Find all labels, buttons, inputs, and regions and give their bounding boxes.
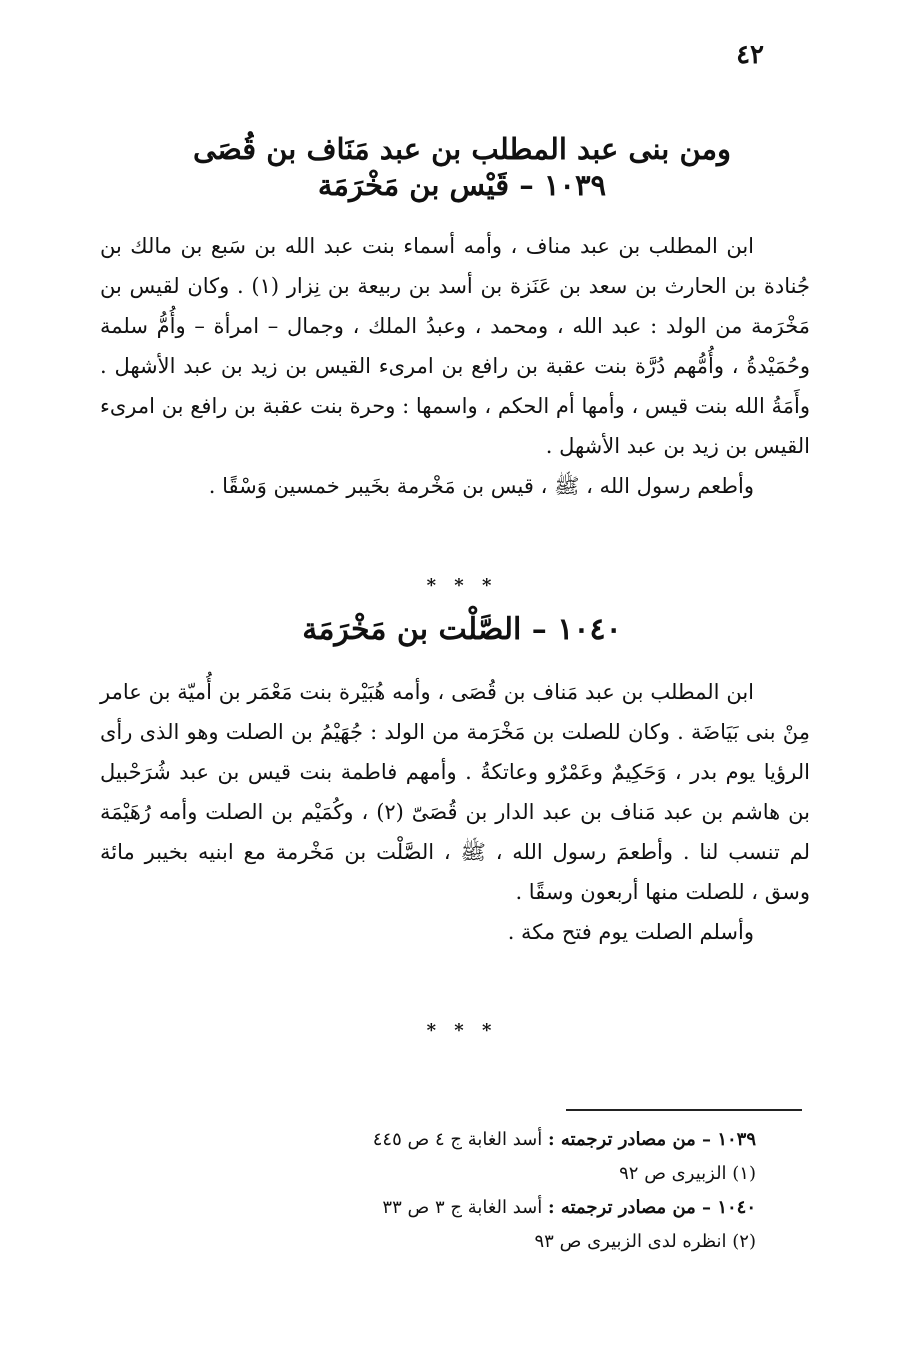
footnote-2 — [373, 1225, 756, 1259]
entry-heading-1040: ١٠٤٠ – الصَّلْت بن مَخْرَمَة — [302, 612, 622, 647]
entry-paragraph: ابن المطلب بن عبد مَناف بن قُصَى ، وأمه هُبَيْرة بنت مَعْمَر بن أُميّة بن عامر مِنْ بنى بَيَاضَة . وكان للصلت بن مَخْرَمة من الولد : جُهَيْمُ بن الصلت وهو الذى رأى الرؤيا يوم بدر ، وَحَكِيمٌ وعَمْرٌو وعاتكةُ . وأمهم فاطمة بنت قيس بن عبد شُرَحْبيل بن هاشم بن عبد مَناف بن عبد الدار بن قُصَىّ (٢) ، وكُمَيْم بن الصلت وأمه رُهَيْمَة لم تنسب لنا . وأطعمَ رسول الله ، ﷺ ، الصَّلْت بن مَخْرمة مع ابنيه بخيبر مائة وسق ، للصلت منها أربعون وسقًا . — [100, 680, 810, 904]
section-separator: * * * — [426, 575, 498, 596]
section-separator: * * * — [426, 1020, 498, 1041]
footnote-label: ١٠٤٠ – من مصادر ترجمته : — [548, 1197, 756, 1218]
footnote-text: أسد الغابة ج ٣ ص ٣٣ — [382, 1197, 548, 1218]
footnote-sources-1040 — [373, 1191, 756, 1225]
footnote-text: أسد الغابة ج ٤ ص ٤٤٥ — [372, 1129, 548, 1150]
entry-body-1039 — [100, 226, 810, 506]
entry-paragraph: وأطعم رسول الله ، ﷺ ، قيس بن مَخْرمة بخَيبر خمسين وَسْقًا . — [208, 474, 754, 498]
entry-paragraph: ابن المطلب بن عبد مناف ، وأمه أسماء بنت عبد الله بن سَبع بن مالك بن جُنادة بن الحارث بن سعد بن عَنَزة بن أسد بن ربيعة بن نِزار (١) . وكان لقيس بن مَخْرَمة من الولد : عبد الله ، ومحمد ، وعبدُ الملك ، وجمال – امرأة – وأُمُّ سلمة وحُمَيْدةُ ، وأُمُّهم دُرَّة بنت عقبة بن رافع بن امرىء القيس بن زيد بن عبد الأشهل . وأَمَةُ الله بنت قيس ، وأمها أم الحكم ، واسمها : وحرة بنت عقبة بن رافع بن امرىء القيس بن زيد بن عبد الأشهل . — [100, 234, 811, 458]
footnote-1 — [373, 1157, 756, 1191]
footnote-text: (١) الزبيرى ص ٩٢ — [619, 1163, 756, 1184]
footnote-label: ١٠٣٩ – من مصادر ترجمته : — [548, 1129, 756, 1150]
entry-heading-1039: ١٠٣٩ – قَيْس بن مَخْرَمَة — [317, 168, 607, 202]
footnote-text: (٢) انظره لدى الزبيرى ص ٩٣ — [534, 1231, 756, 1252]
entry-body-1040 — [100, 672, 810, 952]
footnote-rule — [566, 1109, 802, 1111]
footnote-sources-1039 — [373, 1123, 756, 1157]
footnotes — [373, 1123, 756, 1259]
section-heading: ومن بنى عبد المطلب بن عبد مَنَاف بن قُصَى — [192, 132, 732, 166]
page-number: ٤٢ — [736, 40, 764, 70]
entry-paragraph: وأسلم الصلت يوم فتح مكة . — [507, 920, 754, 944]
